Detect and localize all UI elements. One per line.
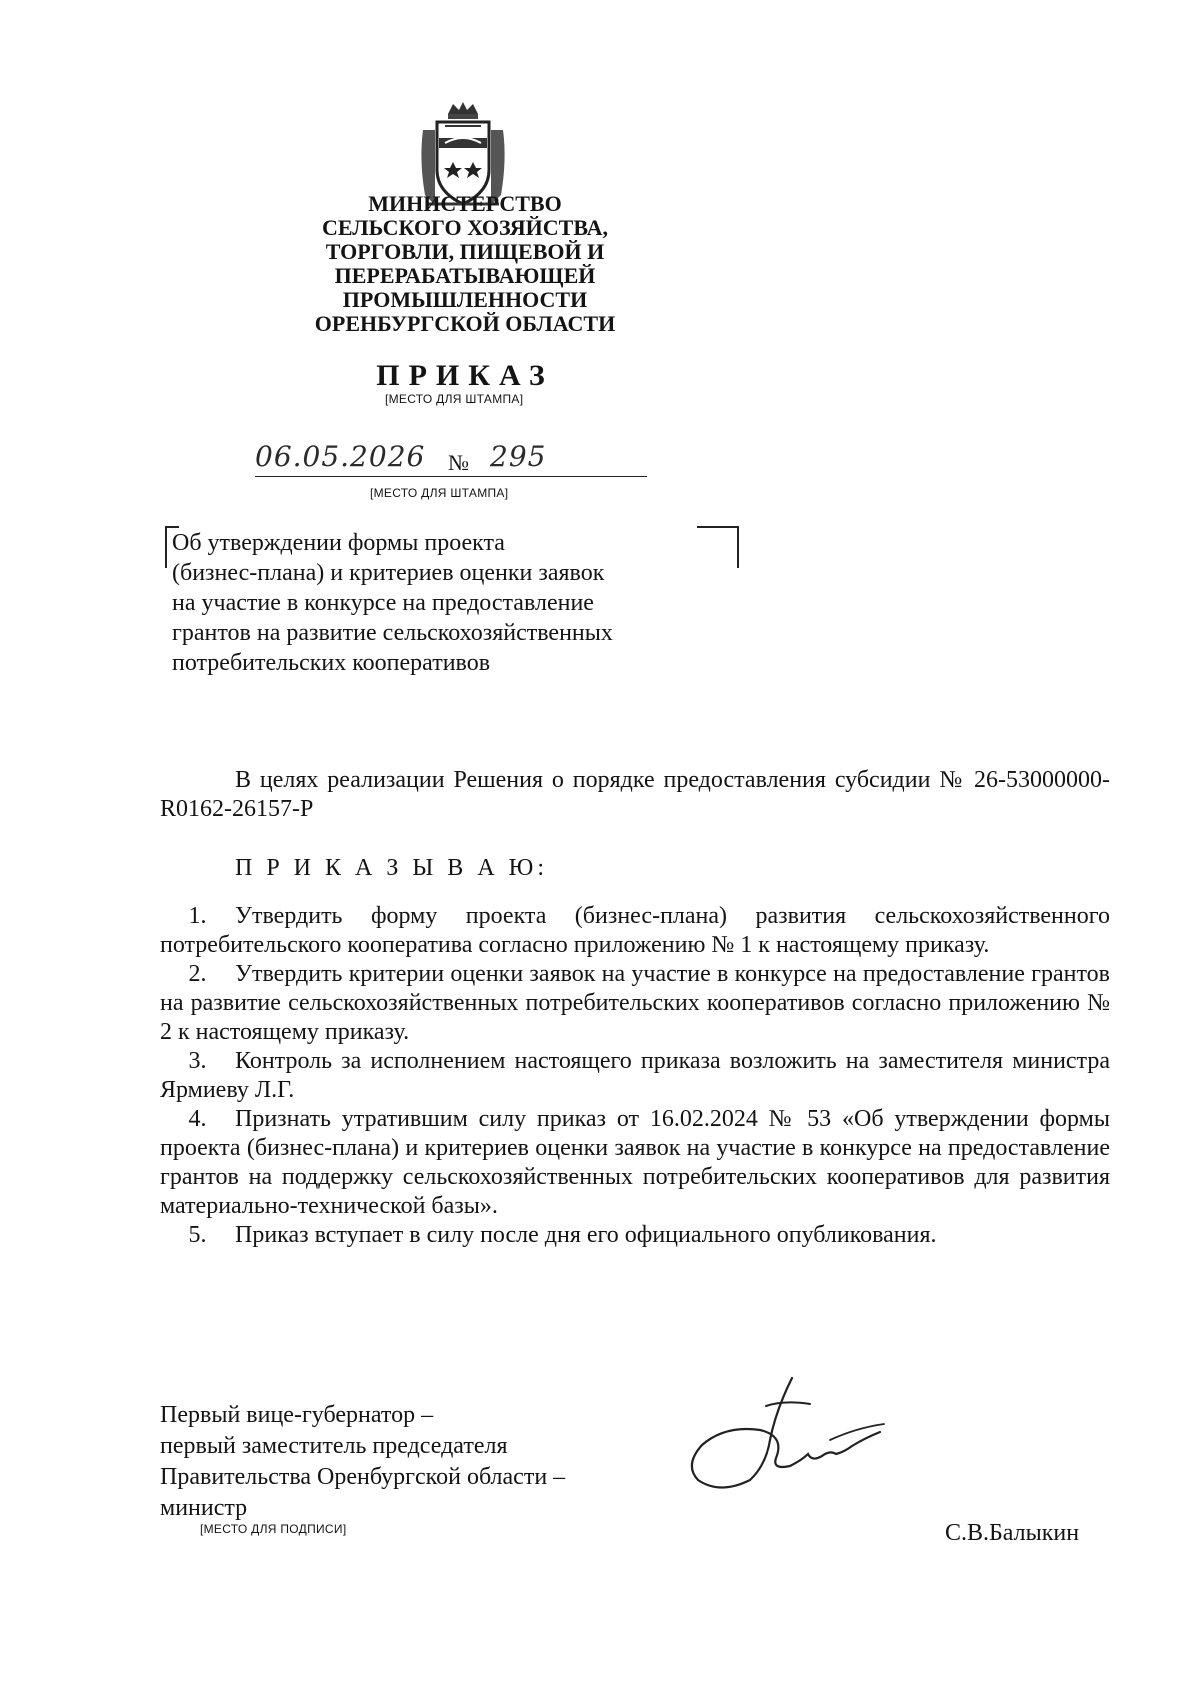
order-word: П Р И К А З Ы В А Ю: — [235, 855, 548, 881]
subject-bracket-right — [697, 526, 739, 568]
org-name-line-4: ПЕРЕРАБАТЫВАЮЩЕЙ — [334, 263, 596, 288]
order-item-3: 3. Контроль за исполнением настоящего приказа возложить на заместителя министра Ярмиеву Л.Г. — [160, 1048, 1110, 1103]
order-items — [160, 902, 1110, 1250]
order-item-4: 4. Признать утратившим силу приказ от 16.02.2024 № 53 «Об утверждении формы проекта (бизнес-плана) и критериев оценки заявок на участие в конкурсе на предоставление грантов на поддержку сельскохозяйственных потребительских кооперативов для развития материально-технической базы». — [160, 1106, 1110, 1219]
signer-name: С.В.Балыкин — [945, 1520, 1080, 1546]
handwritten-signature-icon — [680, 1370, 890, 1500]
stamp-placeholder-top: [МЕСТО ДЛЯ ШТАМПА] — [385, 392, 524, 406]
order-item-1: 1. Утвердить форму проекта (бизнес-плана) развития сельскохозяйственного потребительского кооператива согласно приложению № 1 к настоящему приказу. — [160, 903, 1110, 958]
signer-position-line-1: Первый вице-губернатор – — [160, 1402, 434, 1428]
org-name-line-3: ТОРГОВЛИ, ПИЩЕВОЙ И — [325, 239, 605, 264]
handwritten-date: 06.05.2026 — [255, 440, 426, 473]
subject-line-5: потребительских кооперативов — [172, 650, 491, 676]
preamble-paragraph — [160, 766, 1110, 824]
subject-line-2: (бизнес-плана) и критериев оценки заявок — [172, 560, 605, 586]
document-type-title: ПРИКАЗ — [376, 359, 554, 392]
subject-line-1: Об утверждении формы проекта — [172, 530, 505, 556]
subject-line-3: на участие в конкурсе на предоставление — [172, 590, 594, 616]
date-number-underline — [255, 476, 647, 477]
signature-placeholder: [МЕСТО ДЛЯ ПОДПИСИ] — [200, 1522, 347, 1536]
signer-position-line-2: первый заместитель председателя — [160, 1433, 508, 1459]
order-item-2: 2. Утвердить критерии оценки заявок на участие в конкурсе на предоставление грантов на развитие сельскохозяйственных потребительских кооперативов согласно приложению № 2 к настоящему приказу. — [160, 961, 1110, 1045]
number-sign: № — [448, 450, 469, 475]
subject-line-4: грантов на развитие сельскохозяйственных — [172, 620, 613, 646]
preamble-text: В целях реализации Решения о порядке предоставления субсидии № 26-53000000-R0162-26157-Р — [160, 767, 1110, 822]
org-name-line-5: ПРОМЫШЛЕННОСТИ — [342, 287, 588, 312]
org-name-line-2: СЕЛЬСКОГО ХОЗЯЙСТВА, — [321, 215, 609, 240]
handwritten-number: 295 — [490, 440, 547, 473]
signer-position-line-4: министр — [160, 1495, 248, 1521]
stamp-placeholder-date: [МЕСТО ДЛЯ ШТАМПА] — [370, 486, 509, 500]
signer-position-line-3: Правительства Оренбургской области – — [160, 1464, 566, 1490]
org-name-line-1: МИНИСТЕРСТВО — [368, 191, 562, 216]
org-name-line-6: ОРЕНБУРГСКОЙ ОБЛАСТИ — [314, 311, 616, 336]
order-item-5: 5. Приказ вступает в силу после дня его официального опубликования. — [188, 1222, 937, 1248]
